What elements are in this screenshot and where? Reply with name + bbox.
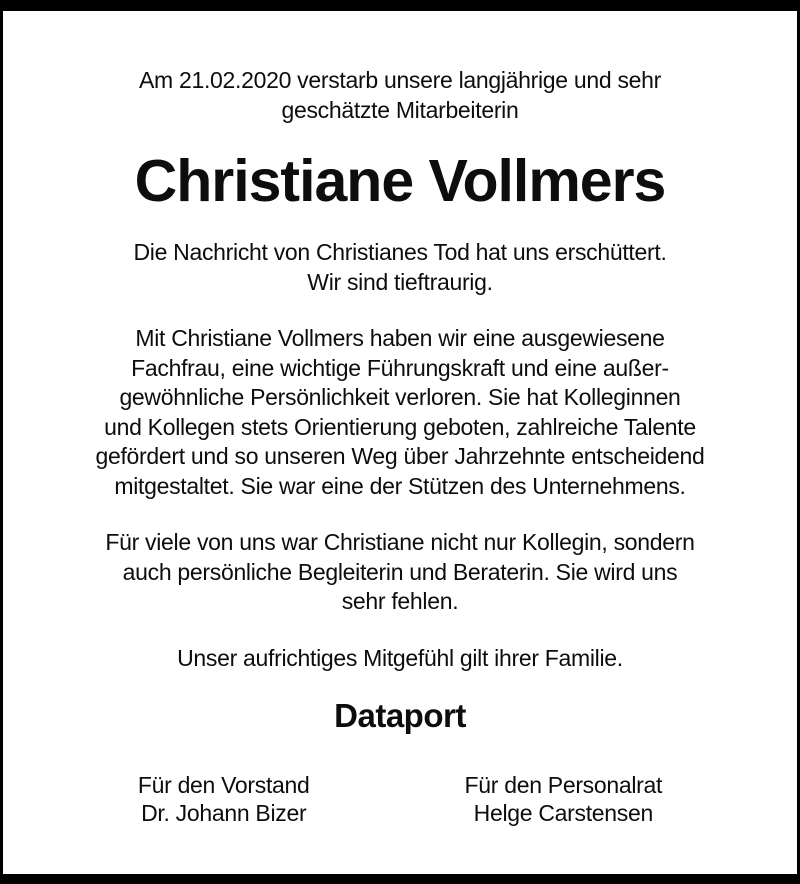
signature-name: Dr. Johann Bizer	[141, 799, 307, 826]
signatures	[3, 771, 797, 827]
company-name: Dataport	[334, 696, 466, 734]
paragraph-tribute: Mit Christiane Vollmers haben wir eine ausgewiesene Fachfrau, eine wichtige Führungskraft und eine außer- gewöhnliche Persönlichkeit verloren. Sie hat Kolleginnen und Kollegen stets Orientierung geboten, zahlreiche Talente gefördert und so unseren Weg über Jahrzehnte entscheidend mitgestaltet. Sie war eine der Stützen des Unternehmens.	[95, 325, 705, 499]
deceased-name: Christiane Vollmers	[134, 148, 666, 214]
signature-name: Helge Carstensen	[473, 799, 653, 826]
condolence-text: Unser aufrichtiges Mitgefühl gilt ihrer Familie.	[177, 644, 623, 671]
signature-role: Für den Vorstand	[137, 771, 310, 798]
intro-text: Am 21.02.2020 verstarb unsere langjährige und sehr geschätzte Mitarbeiterin	[138, 67, 661, 123]
signature-role: Für den Personalrat	[464, 771, 663, 798]
obituary-content	[3, 65, 797, 827]
signature-personalrat	[465, 771, 663, 827]
signature-vorstand	[138, 771, 310, 827]
paragraph-shock: Die Nachricht von Christianes Tod hat uns erschüttert. Wir sind tieftraurig.	[133, 239, 667, 295]
paragraph-personal: Für viele von uns war Christiane nicht nur Kollegin, sondern auch persönliche Begleiterin und Beraterin. Sie wird uns sehr fehlen.	[105, 529, 695, 614]
